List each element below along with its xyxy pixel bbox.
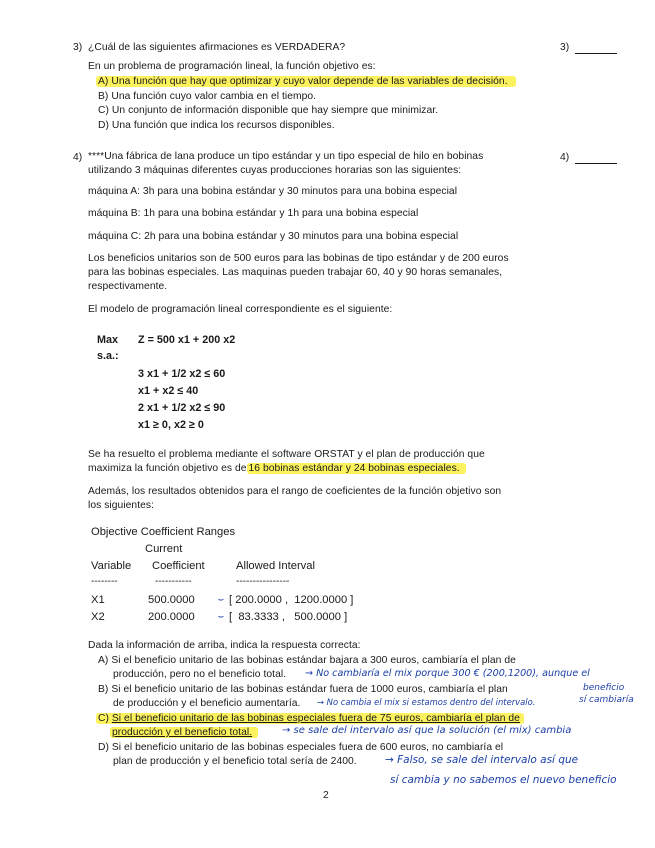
machine-a: máquina A: 3h para una bobina estándar y 30 minutos para una bobina especial bbox=[88, 186, 458, 197]
q3-option-d bbox=[98, 120, 335, 131]
model-st-label: s.a.: bbox=[97, 350, 119, 362]
page-number: 2 bbox=[323, 790, 329, 801]
handwritten-note-a3: sí cambiaría bbox=[579, 695, 634, 705]
table-header-coefficient: Coefficient bbox=[152, 560, 205, 572]
model-intro: El modelo de programación lineal correspondiente es el siguiente: bbox=[88, 304, 393, 315]
ranges-intro-line1: Además, los resultados obtenidos para el rango de coeficientes de la función objetivo son bbox=[88, 486, 502, 497]
option-letter: A) bbox=[98, 655, 109, 666]
table-row-x1-coefficient: 500.0000 bbox=[148, 594, 195, 606]
q4-number: 4) bbox=[73, 152, 83, 163]
option-text: Si el beneficio unitario de las bobinas especiales fuera de 75 euros, cambiaría el plan de bbox=[111, 713, 520, 724]
q4-answer-label: 4) bbox=[560, 152, 570, 163]
option-text: Una función que hay que optimizar y cuyo valor depende de las variables de decisión. bbox=[111, 76, 508, 87]
option-letter: D) bbox=[98, 120, 109, 131]
q3-answer-label: 3) bbox=[560, 42, 570, 53]
option-text: Si el beneficio unitario de las bobinas especiales fuera de 600 euros, no cambiaría el bbox=[111, 742, 504, 753]
handwritten-note-c: → se sale del intervalo así que la solución (el mix) cambia bbox=[282, 725, 572, 736]
table-row-x2-coefficient: 200.0000 bbox=[148, 611, 195, 623]
q4-option-c-line1 bbox=[96, 713, 524, 724]
q4-intro-line1: ****Una fábrica de lana produce un tipo estándar y un tipo especial de hilo en bobinas bbox=[88, 151, 484, 162]
option-text: Un conjunto de información disponible que hay siempre que minimizar. bbox=[111, 105, 439, 116]
handwritten-squiggle: ⌣ bbox=[217, 611, 224, 622]
q4-intro-line2: utilizando 3 máquinas diferentes cuyas producciones horarias son las siguientes: bbox=[88, 165, 462, 176]
constraint-3: 2 x1 + 1/2 x2 ≤ 90 bbox=[138, 402, 226, 414]
option-text: Una función cuyo valor cambia en el tiempo. bbox=[111, 91, 317, 102]
constraint-1: 3 x1 + 1/2 x2 ≤ 60 bbox=[138, 368, 226, 380]
table-dashes-interval: ---------------- bbox=[236, 576, 290, 587]
table-header-variable: Variable bbox=[91, 560, 132, 572]
q4-option-d-line1 bbox=[98, 742, 503, 753]
q4-option-c-line2 bbox=[110, 727, 258, 738]
solved-line2 bbox=[88, 463, 466, 474]
option-text: Si el beneficio unitario de las bobinas estándar fuera de 1000 euros, cambiaría el plan bbox=[111, 684, 508, 695]
option-letter: D) bbox=[98, 742, 109, 753]
given-info: Dada la información de arriba, indica la respuesta correcta: bbox=[88, 640, 361, 651]
q4-option-b-line2: de producción y el beneficio aumentaría. bbox=[113, 698, 301, 709]
constraint-4: x1 ≥ 0, x2 ≥ 0 bbox=[138, 419, 204, 431]
q4-option-d-line2: plan de producción y el beneficio total sería de 2400. bbox=[113, 756, 357, 767]
table-current-header: Current bbox=[145, 543, 183, 555]
handwritten-note-a: → No cambiaría el mix porque 300 € (200,1200), aunque el bbox=[305, 668, 590, 679]
q4-answer-blank[interactable] bbox=[575, 163, 617, 164]
solved-line2-text: maximiza la función objetivo es de bbox=[88, 463, 247, 474]
handwritten-note-b: → No cambia el mix si estamos dentro del intervalo. bbox=[317, 697, 536, 707]
ranges-intro-line2: los siguientes: bbox=[88, 500, 155, 511]
q4-option-a-line2: producción, pero no el beneficio total. bbox=[113, 669, 287, 680]
q3-answer-blank[interactable] bbox=[575, 53, 617, 54]
table-title: Objective Coefficient Ranges bbox=[91, 526, 236, 538]
q3-question: ¿Cuál de las siguientes afirmaciones es VERDADERA? bbox=[88, 42, 346, 53]
solved-line1: Se ha resuelto el problema mediante el software ORSTAT y el plan de producción que bbox=[88, 449, 485, 460]
benefits-line3: respectivamente. bbox=[88, 281, 168, 292]
option-text: Si el beneficio unitario de las bobinas estándar bajara a 300 euros, cambiaría el plan de bbox=[111, 655, 516, 666]
table-dashes-coefficient: ----------- bbox=[155, 576, 192, 587]
handwritten-note-a2: beneficio bbox=[583, 683, 625, 693]
option-letter: C) bbox=[98, 713, 109, 724]
option-text: Una función que indica los recursos disponibles. bbox=[111, 120, 335, 131]
table-header-interval: Allowed Interval bbox=[236, 560, 315, 572]
q3-number: 3) bbox=[73, 42, 83, 53]
constraint-2: x1 + x2 ≤ 40 bbox=[138, 385, 199, 397]
machine-c: máquina C: 2h para una bobina estándar y 30 minutos para una bobina especial bbox=[88, 231, 459, 242]
q3-option-a bbox=[96, 76, 516, 87]
solution-highlight: 16 bobinas estándar y 24 bobinas especiales. bbox=[247, 463, 466, 474]
handwritten-note-d: → Falso, se sale del intervalo así que bbox=[385, 754, 579, 766]
table-row-x2-interval: [ 83.3333 , 500.0000 ] bbox=[229, 611, 348, 623]
model-objective: Z = 500 x1 + 200 x2 bbox=[138, 334, 236, 346]
table-row-x2-variable: X2 bbox=[91, 611, 105, 623]
option-letter: A) bbox=[98, 76, 109, 87]
handwritten-squiggle: ⌣ bbox=[217, 594, 224, 605]
q3-option-b bbox=[98, 91, 316, 102]
table-row-x1-variable: X1 bbox=[91, 594, 105, 606]
benefits-line1: Los beneficios unitarios son de 500 euros para las bobinas de tipo estándar y de 200 euros bbox=[88, 253, 509, 264]
option-letter: B) bbox=[98, 684, 109, 695]
model-max-label: Max bbox=[97, 334, 119, 346]
q4-option-b-line1 bbox=[98, 684, 508, 695]
handwritten-note-d2: sí cambia y no sabemos el nuevo beneficio bbox=[390, 774, 617, 786]
q3-option-c bbox=[98, 105, 438, 116]
table-dashes-variable: -------- bbox=[91, 576, 118, 587]
table-row-x1-interval: [ 200.0000 , 1200.0000 ] bbox=[229, 594, 354, 606]
option-text: producción y el beneficio total. bbox=[110, 727, 258, 738]
machine-b: máquina B: 1h para una bobina estándar y 1h para una bobina especial bbox=[88, 208, 419, 219]
q4-option-a-line1 bbox=[98, 655, 516, 666]
option-letter: C) bbox=[98, 105, 109, 116]
q3-stem: En un problema de programación lineal, la función objetivo es: bbox=[88, 61, 376, 72]
benefits-line2: para las bobinas especiales. Las maquinas pueden trabajar 60, 40 y 90 horas semanales, bbox=[88, 267, 503, 278]
option-letter: B) bbox=[98, 91, 109, 102]
